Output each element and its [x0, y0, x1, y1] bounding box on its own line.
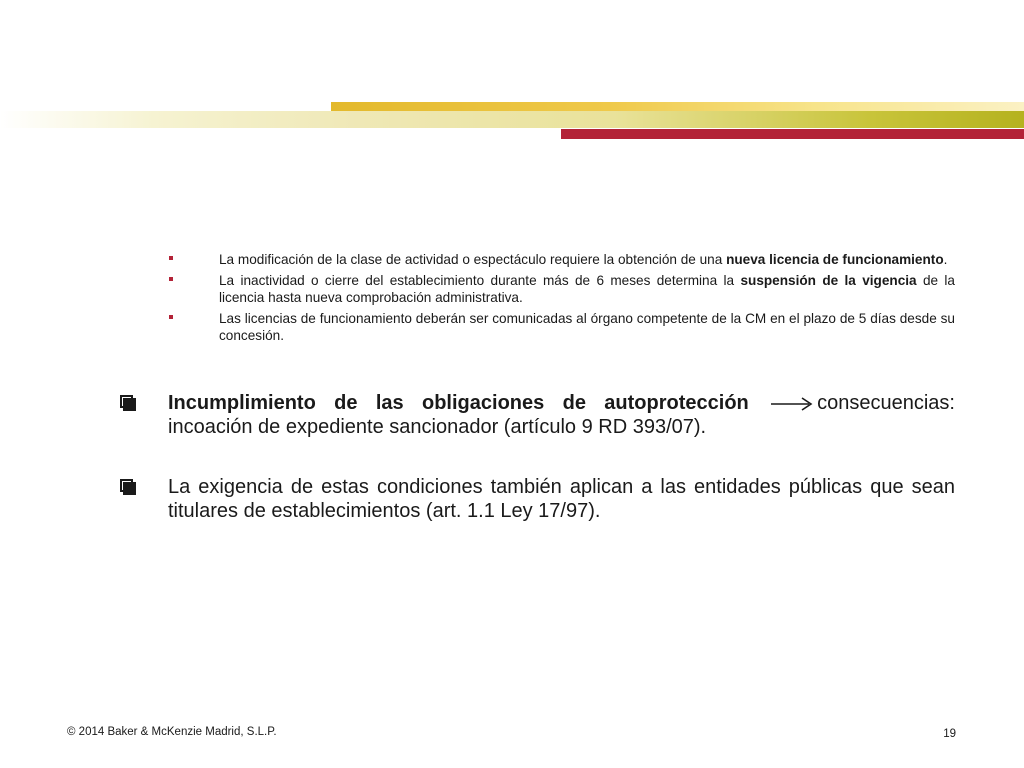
arrow-right-icon: [769, 397, 815, 411]
main-bullet-text: consecuencias: incoación de expediente sancionador (artículo 9 RD 393/07).: [168, 392, 955, 438]
sub-bullet-text: Las licencias de funcionamiento deberán ser comunicadas al órgano competente de la CM en el plazo de 5 días desde su concesión.: [219, 311, 955, 343]
page-number: 19: [943, 728, 956, 740]
checkbox-bullet-icon: [120, 479, 133, 492]
square-bullet-icon: [169, 315, 173, 319]
main-bullet-bold: Incumplimiento de las obligaciones de autoprotección: [168, 392, 749, 414]
square-bullet-icon: [169, 256, 173, 260]
checkbox-bullet-icon: [120, 395, 133, 408]
main-bullet-text: La exigencia de estas condiciones también aplican a las entidades públicas que sean titulares de establecimientos (art. 1.1 Ley 17/97).: [168, 476, 955, 522]
sub-bullet-text: de la licencia hasta nueva comprobación administrativa.: [219, 273, 955, 305]
main-bullet-item: [118, 391, 955, 439]
sub-bullet-list: [168, 251, 955, 348]
sub-bullet-bold: suspensión de la vigencia: [740, 273, 917, 288]
header-stripe-light: [0, 111, 1024, 128]
sub-bullet-text: .: [943, 252, 948, 267]
sub-bullet-item: [168, 310, 955, 344]
main-bullet-item: [118, 475, 955, 523]
header-stripe-red: [561, 129, 1024, 139]
header-stripe-gold: [331, 102, 1024, 111]
sub-bullet-bold: nueva licencia de funcionamiento: [726, 252, 944, 267]
sub-bullet-item: [168, 251, 955, 268]
footer-copyright: © 2014 Baker & McKenzie Madrid, S.L.P.: [67, 726, 277, 738]
square-bullet-icon: [169, 277, 173, 281]
sub-bullet-item: [168, 272, 955, 306]
sub-bullet-text: La modificación de la clase de actividad o espectáculo requiere la obtención de una: [219, 252, 727, 267]
sub-bullet-text: La inactividad o cierre del establecimiento durante más de 6 meses determina la: [219, 273, 741, 288]
